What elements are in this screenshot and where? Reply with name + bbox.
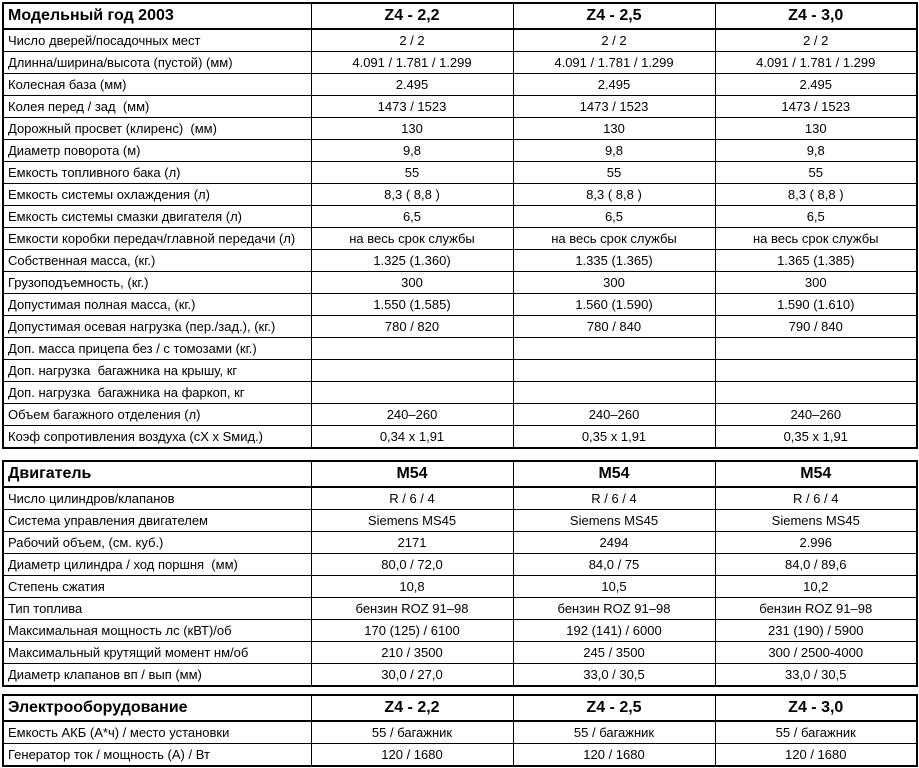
row-value: 2.495 [715,74,917,96]
electrical-table [2,694,918,767]
engine-table [2,460,918,687]
row-value: 4.091 / 1.781 / 1.299 [715,52,917,74]
column-header-z4-25-el: Z4 - 2,5 [513,695,715,721]
row-value: 300 [513,272,715,294]
table-header-row [3,3,917,29]
column-header-z4-30: Z4 - 3,0 [715,3,917,29]
row-value: R / 6 / 4 [311,487,513,510]
row-value: 120 / 1680 [311,744,513,767]
table-row [3,510,917,532]
row-value: 0,34 х 1,91 [311,426,513,449]
row-value: 240–260 [715,404,917,426]
table-row [3,118,917,140]
column-header-m54-2: M54 [513,461,715,487]
column-header-z4-22: Z4 - 2,2 [311,3,513,29]
row-value [513,338,715,360]
row-label: Дорожный просвет (клиренс) (мм) [3,118,311,140]
row-label: Число дверей/посадочных мест [3,29,311,52]
row-label: Тип топлива [3,598,311,620]
row-value: 1473 / 1523 [513,96,715,118]
table-row [3,228,917,250]
row-value: 1.560 (1.590) [513,294,715,316]
row-value: 1.550 (1.585) [311,294,513,316]
row-value [513,360,715,382]
row-label: Система управления двигателем [3,510,311,532]
row-value: 2 / 2 [311,29,513,52]
row-label: Колесная база (мм) [3,74,311,96]
table-row [3,338,917,360]
table-row [3,532,917,554]
row-value: 1.590 (1.610) [715,294,917,316]
section-title-electrical: Электрооборудование [3,695,311,721]
row-value: 0,35 х 1,91 [715,426,917,449]
row-value: 4.091 / 1.781 / 1.299 [513,52,715,74]
row-value: 4.091 / 1.781 / 1.299 [311,52,513,74]
row-value: 6,5 [513,206,715,228]
row-value: 8,3 ( 8,8 ) [311,184,513,206]
row-label: Максимальная мощность лс (кВТ)/об [3,620,311,642]
row-label: Степень сжатия [3,576,311,598]
row-label: Диаметр клапанов вп / вып (мм) [3,664,311,687]
row-label: Грузоподъемность, (кг.) [3,272,311,294]
row-value: 55 / багажник [513,721,715,744]
row-value: Siemens MS45 [715,510,917,532]
table-row [3,206,917,228]
row-value: на весь срок службы [715,228,917,250]
row-value: 245 / 3500 [513,642,715,664]
row-value: 1.335 (1.365) [513,250,715,272]
table-row [3,360,917,382]
table-row [3,162,917,184]
row-label: Объем багажного отделения (л) [3,404,311,426]
row-label: Емкость системы смазки двигателя (л) [3,206,311,228]
row-value: 210 / 3500 [311,642,513,664]
row-value: 80,0 / 72,0 [311,554,513,576]
table-row [3,426,917,449]
row-value: 790 / 840 [715,316,917,338]
row-value: 55 / багажник [715,721,917,744]
row-label: Допустимая полная масса, (кг.) [3,294,311,316]
table-row [3,664,917,687]
row-value: 84,0 / 89,6 [715,554,917,576]
row-value: 300 / 2500-4000 [715,642,917,664]
row-value: 10,8 [311,576,513,598]
row-label: Допустимая осевая нагрузка (пер./зад.), (кг.) [3,316,311,338]
row-value: 9,8 [513,140,715,162]
table-row [3,487,917,510]
row-value: 120 / 1680 [715,744,917,767]
row-value: 1473 / 1523 [311,96,513,118]
row-value: 9,8 [311,140,513,162]
table-row [3,140,917,162]
row-value: 300 [311,272,513,294]
row-value: 33,0 / 30,5 [513,664,715,687]
row-label: Диаметр поворота (м) [3,140,311,162]
table-row [3,554,917,576]
row-value [715,360,917,382]
row-value: R / 6 / 4 [715,487,917,510]
table-row [3,404,917,426]
row-value: R / 6 / 4 [513,487,715,510]
row-label: Число цилиндров/клапанов [3,487,311,510]
row-value: 1.325 (1.360) [311,250,513,272]
table-row [3,272,917,294]
row-value: 55 [311,162,513,184]
column-header-m54-3: M54 [715,461,917,487]
row-value: 2494 [513,532,715,554]
table-row [3,96,917,118]
row-label: Доп. нагрузка багажника на фаркоп, кг [3,382,311,404]
row-value: 2171 [311,532,513,554]
row-label: Емкость топливного бака (л) [3,162,311,184]
row-value: 120 / 1680 [513,744,715,767]
row-value [311,360,513,382]
row-value: 2.996 [715,532,917,554]
row-value [715,338,917,360]
row-value: 8,3 ( 8,8 ) [513,184,715,206]
row-value: 231 (190) / 5900 [715,620,917,642]
row-value: 130 [513,118,715,140]
model-year-table [2,2,918,449]
table-row [3,294,917,316]
row-value: 130 [715,118,917,140]
row-value: на весь срок службы [311,228,513,250]
row-value: 170 (125) / 6100 [311,620,513,642]
row-label: Доп. масса прицепа без / с томозами (кг.) [3,338,311,360]
row-value: бензин ROZ 91–98 [311,598,513,620]
row-label: Собственная масса, (кг.) [3,250,311,272]
table-row [3,744,917,767]
column-header-z4-25: Z4 - 2,5 [513,3,715,29]
row-label: Рабочий объем, (см. куб.) [3,532,311,554]
row-label: Длинна/ширина/высота (пустой) (мм) [3,52,311,74]
table-row [3,316,917,338]
row-value [715,382,917,404]
table-row [3,620,917,642]
row-value: 780 / 840 [513,316,715,338]
table-header-row [3,695,917,721]
row-value: 240–260 [513,404,715,426]
row-value: 1.365 (1.385) [715,250,917,272]
row-value: 300 [715,272,917,294]
table-row [3,74,917,96]
table-row [3,29,917,52]
table-row [3,721,917,744]
table-row [3,642,917,664]
row-value: 55 [715,162,917,184]
row-value: 33,0 / 30,5 [715,664,917,687]
row-label: Доп. нагрузка багажника на крышу, кг [3,360,311,382]
row-label: Диаметр цилиндра / ход поршня (мм) [3,554,311,576]
column-header-z4-30-el: Z4 - 3,0 [715,695,917,721]
row-value: 2.495 [513,74,715,96]
row-value: на весь срок службы [513,228,715,250]
row-label: Емкости коробки передач/главной передачи (л) [3,228,311,250]
table-header-row [3,461,917,487]
row-label: Генератор ток / мощность (А) / Вт [3,744,311,767]
row-label: Колея перед / зад (мм) [3,96,311,118]
table-row [3,576,917,598]
row-value: 84,0 / 75 [513,554,715,576]
row-value: Siemens MS45 [513,510,715,532]
column-header-m54-1: M54 [311,461,513,487]
row-value: 2 / 2 [513,29,715,52]
row-label: Емкость системы охлаждения (л) [3,184,311,206]
row-value [513,382,715,404]
section-title-model-year: Модельный год 2003 [3,3,311,29]
row-value: 10,2 [715,576,917,598]
table-row [3,250,917,272]
column-header-z4-22-el: Z4 - 2,2 [311,695,513,721]
row-value: 1473 / 1523 [715,96,917,118]
row-value: 8,3 ( 8,8 ) [715,184,917,206]
row-value: 55 [513,162,715,184]
row-label: Емкость АКБ (А*ч) / место установки [3,721,311,744]
row-value: бензин ROZ 91–98 [513,598,715,620]
row-value: 9,8 [715,140,917,162]
row-value: 2 / 2 [715,29,917,52]
row-value: 0,35 х 1,91 [513,426,715,449]
table-row [3,184,917,206]
row-value: 6,5 [311,206,513,228]
row-value [311,338,513,360]
row-value: 55 / багажник [311,721,513,744]
row-value: 10,5 [513,576,715,598]
table-row [3,598,917,620]
row-value: 2.495 [311,74,513,96]
row-label: Коэф сопротивления воздуха (сХ х Sмид.) [3,426,311,449]
row-value: 6,5 [715,206,917,228]
row-value: 130 [311,118,513,140]
table-row [3,52,917,74]
row-value: 240–260 [311,404,513,426]
table-row [3,382,917,404]
row-value: Siemens MS45 [311,510,513,532]
section-title-engine: Двигатель [3,461,311,487]
row-value: 30,0 / 27,0 [311,664,513,687]
row-value: 780 / 820 [311,316,513,338]
row-value: 192 (141) / 6000 [513,620,715,642]
row-label: Максимальный крутящий момент нм/об [3,642,311,664]
row-value: бензин ROZ 91–98 [715,598,917,620]
row-value [311,382,513,404]
